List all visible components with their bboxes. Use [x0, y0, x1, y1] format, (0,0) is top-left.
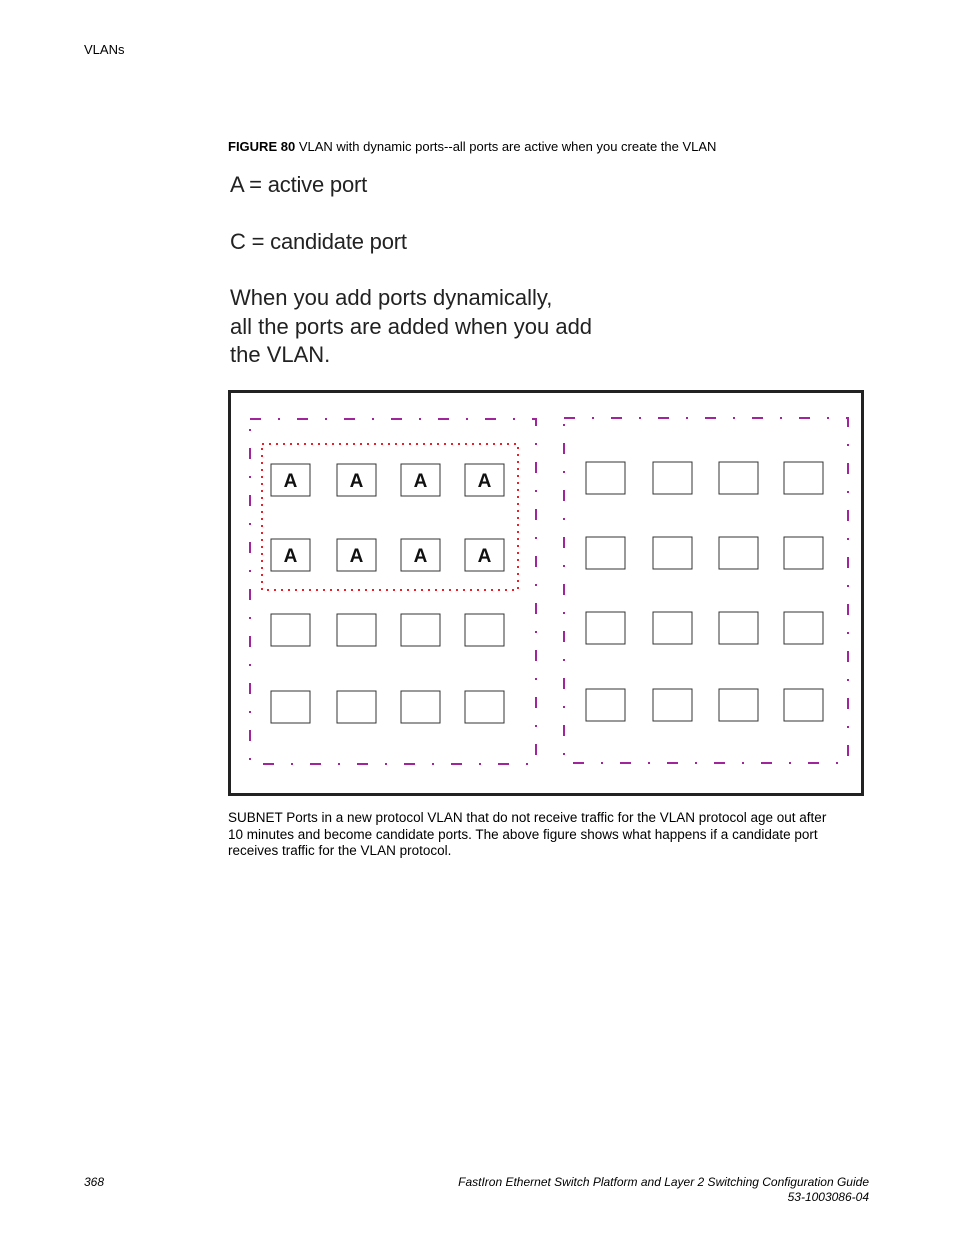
figure-caption — [228, 139, 716, 154]
port — [784, 537, 823, 569]
active-port-label: A — [349, 546, 364, 567]
legend-active-port: A = active port — [230, 172, 368, 197]
guide-title: FastIron Ethernet Switch Platform and Layer 2 Switching Configuration Guide — [458, 1175, 869, 1189]
port — [784, 612, 823, 644]
active-port-label: A — [283, 471, 298, 492]
port — [784, 689, 823, 721]
port — [784, 462, 823, 494]
port — [586, 462, 625, 494]
page-number: 368 — [84, 1175, 105, 1189]
active-port-label: A — [283, 546, 298, 567]
left-port-grid — [271, 464, 504, 723]
port — [719, 689, 758, 721]
active-port-label: A — [477, 546, 492, 567]
port — [271, 691, 310, 723]
body-line: 10 minutes and become candidate ports. The above figure shows what happens if a candidate port — [228, 826, 818, 842]
port — [337, 691, 376, 723]
port — [465, 614, 504, 646]
port — [586, 612, 625, 644]
legend-candidate-port: C = candidate port — [230, 229, 407, 254]
diagram-frame — [230, 392, 863, 795]
doc-number: 53-1003086-04 — [787, 1190, 869, 1204]
port — [719, 537, 758, 569]
body-paragraph — [228, 810, 858, 860]
port — [401, 614, 440, 646]
port — [653, 462, 692, 494]
port — [586, 537, 625, 569]
figure-caption-label: FIGURE 80 — [228, 139, 296, 154]
active-port-label: A — [349, 471, 364, 492]
port — [401, 691, 440, 723]
body-line: receives traffic for the VLAN protocol. — [228, 843, 452, 858]
figure-caption-text: VLAN with dynamic ports--all ports are active when you create the VLAN — [298, 139, 717, 154]
port — [653, 689, 692, 721]
port — [337, 614, 376, 646]
vlan-diagram — [228, 390, 864, 796]
port — [586, 689, 625, 721]
port — [719, 462, 758, 494]
figure-description-line: the VLAN. — [230, 342, 331, 367]
figure-description — [230, 284, 592, 370]
running-header: VLANs — [84, 42, 125, 57]
port — [653, 612, 692, 644]
right-port-grid — [586, 462, 823, 721]
figure-description-line: all the ports are added when you add — [230, 313, 593, 339]
active-port-label: A — [477, 471, 492, 492]
body-line: SUBNET Ports in a new protocol VLAN that do not receive traffic for the VLAN protocol age out after — [228, 810, 827, 825]
figure-description-line: When you add ports dynamically, — [230, 285, 553, 310]
port — [653, 537, 692, 569]
port — [719, 612, 758, 644]
footer-info — [458, 1175, 869, 1205]
port — [271, 614, 310, 646]
active-port-label: A — [413, 471, 428, 492]
port — [465, 691, 504, 723]
active-port-label: A — [413, 546, 428, 567]
